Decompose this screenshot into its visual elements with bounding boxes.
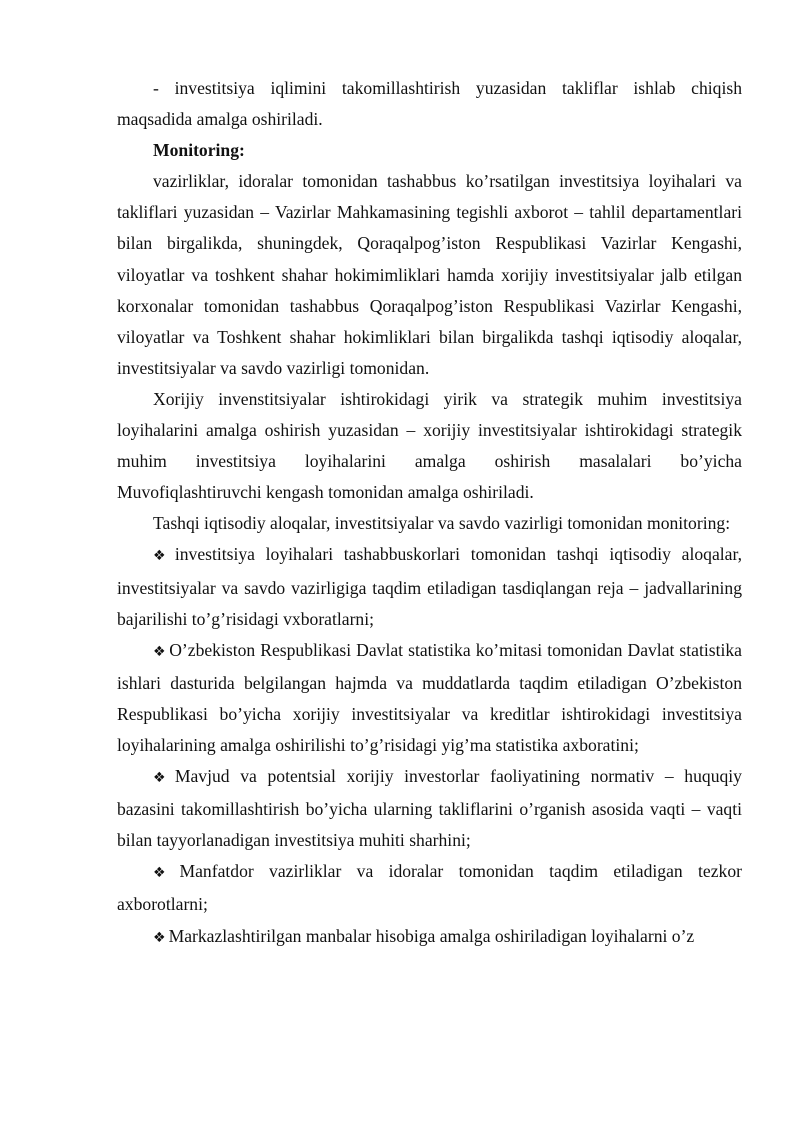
- bullet-text: investitsiya loyihalari tashabbuskorlari tomonidan tashqi iqtisodiy aloqalar, investitsiyalar va savdo vazirligiga taqdim etiladigan tasdiqlangan reja – jadvallarining bajarilishi to’g’risidagi vxboratlarni;: [117, 544, 742, 629]
- paragraph-ministries-monitoring: vazirliklar, idoralar tomonidan tashabbus ko’rsatilgan investitsiya loyihalari va takliflari yuzasidan – Vazirlar Mahkamasining tegishli axborot – tahlil departamentlari bilan birgalikda, shuningdek, Qoraqalpog’iston Respublikasi Vazirlar Kengashi, viloyatlar va toshkent shahar hokimimliklari hamda xorijiy investitsiyalar jalb etilgan korxonalar tomonidan tashabbus Qoraqalpog’iston Respublikasi Vazirlar Kengashi, viloyatlar va Toshkent shahar hokimliklari bilan birgalikda tashqi iqtisodiy aloqalar, investitsiyalar va savdo vazirligi tomonidan.: [117, 171, 742, 378]
- heading-monitoring: Monitoring:: [153, 140, 245, 161]
- diamond-bullet-icon: ❖: [153, 643, 167, 660]
- bullet-item-schedules: [117, 539, 742, 634]
- bullet-text: Mavjud va potentsial xorijiy investorlar faoliyatining normativ – huquqiy bazasini takomillashtirish bo’yicha ularning takliflarini o’rganish asosida vaqti – vaqti bilan tayyorlanadigan investitsiya muhiti sharhini;: [117, 766, 742, 851]
- bullet-item-centralized-sources: [117, 921, 742, 954]
- diamond-bullet-icon: ❖: [153, 770, 172, 787]
- paragraph-investment-climate: - investitsiya iqlimini takomillashtirish yuzasidan takliflar ishlab chiqish maqsadida amalga oshiriladi.: [117, 78, 742, 130]
- bullet-text: Markazlashtirilgan manbalar hisobiga amalga oshiriladigan loyihalarni o’z: [168, 925, 695, 946]
- diamond-bullet-icon: ❖: [153, 548, 172, 565]
- paragraph-foreign-investment-projects: Xorijiy invenstitsiyalar ishtirokidagi yirik va strategik muhim investitsiya loyihalarini amalga oshirish yuzasidan – xorijiy investitsiyalar ishtirokidagi strategik muhim investitsiya loyihalarini amalga oshirish masalalari bo’yicha Muvofiqlashtiruvchi kengash tomonidan amalga oshiriladi.: [117, 388, 742, 503]
- bullet-item-statistics: [117, 635, 742, 761]
- bullet-text: O’zbekiston Respublikasi Davlat statistika ko’mitasi tomonidan Davlat statistika ishlari dasturida belgilangan hajmda va muddatlarda taqdim etiladigan O’zbekiston Respublikasi bo’yicha xorijiy investitsiyalar va kreditlar ishtirokidagi investitsiya loyihalarining amalga oshirilishi to’g’risidagi yig’ma statistika axboratini;: [117, 639, 742, 755]
- paragraph-ministry-monitoring-intro: Tashqi iqtisodiy aloqalar, investitsiyalar va savdo vazirligi tomonidan monitoring:: [153, 513, 731, 534]
- bullet-text: Manfatdor vazirliklar va idoralar tomonidan taqdim etiladigan tezkor axborotlarni;: [117, 861, 742, 915]
- diamond-bullet-icon: ❖: [153, 865, 177, 882]
- bullet-item-operational-info: [117, 856, 742, 920]
- bullet-item-investment-climate-review: [117, 761, 742, 856]
- diamond-bullet-icon: ❖: [153, 929, 166, 946]
